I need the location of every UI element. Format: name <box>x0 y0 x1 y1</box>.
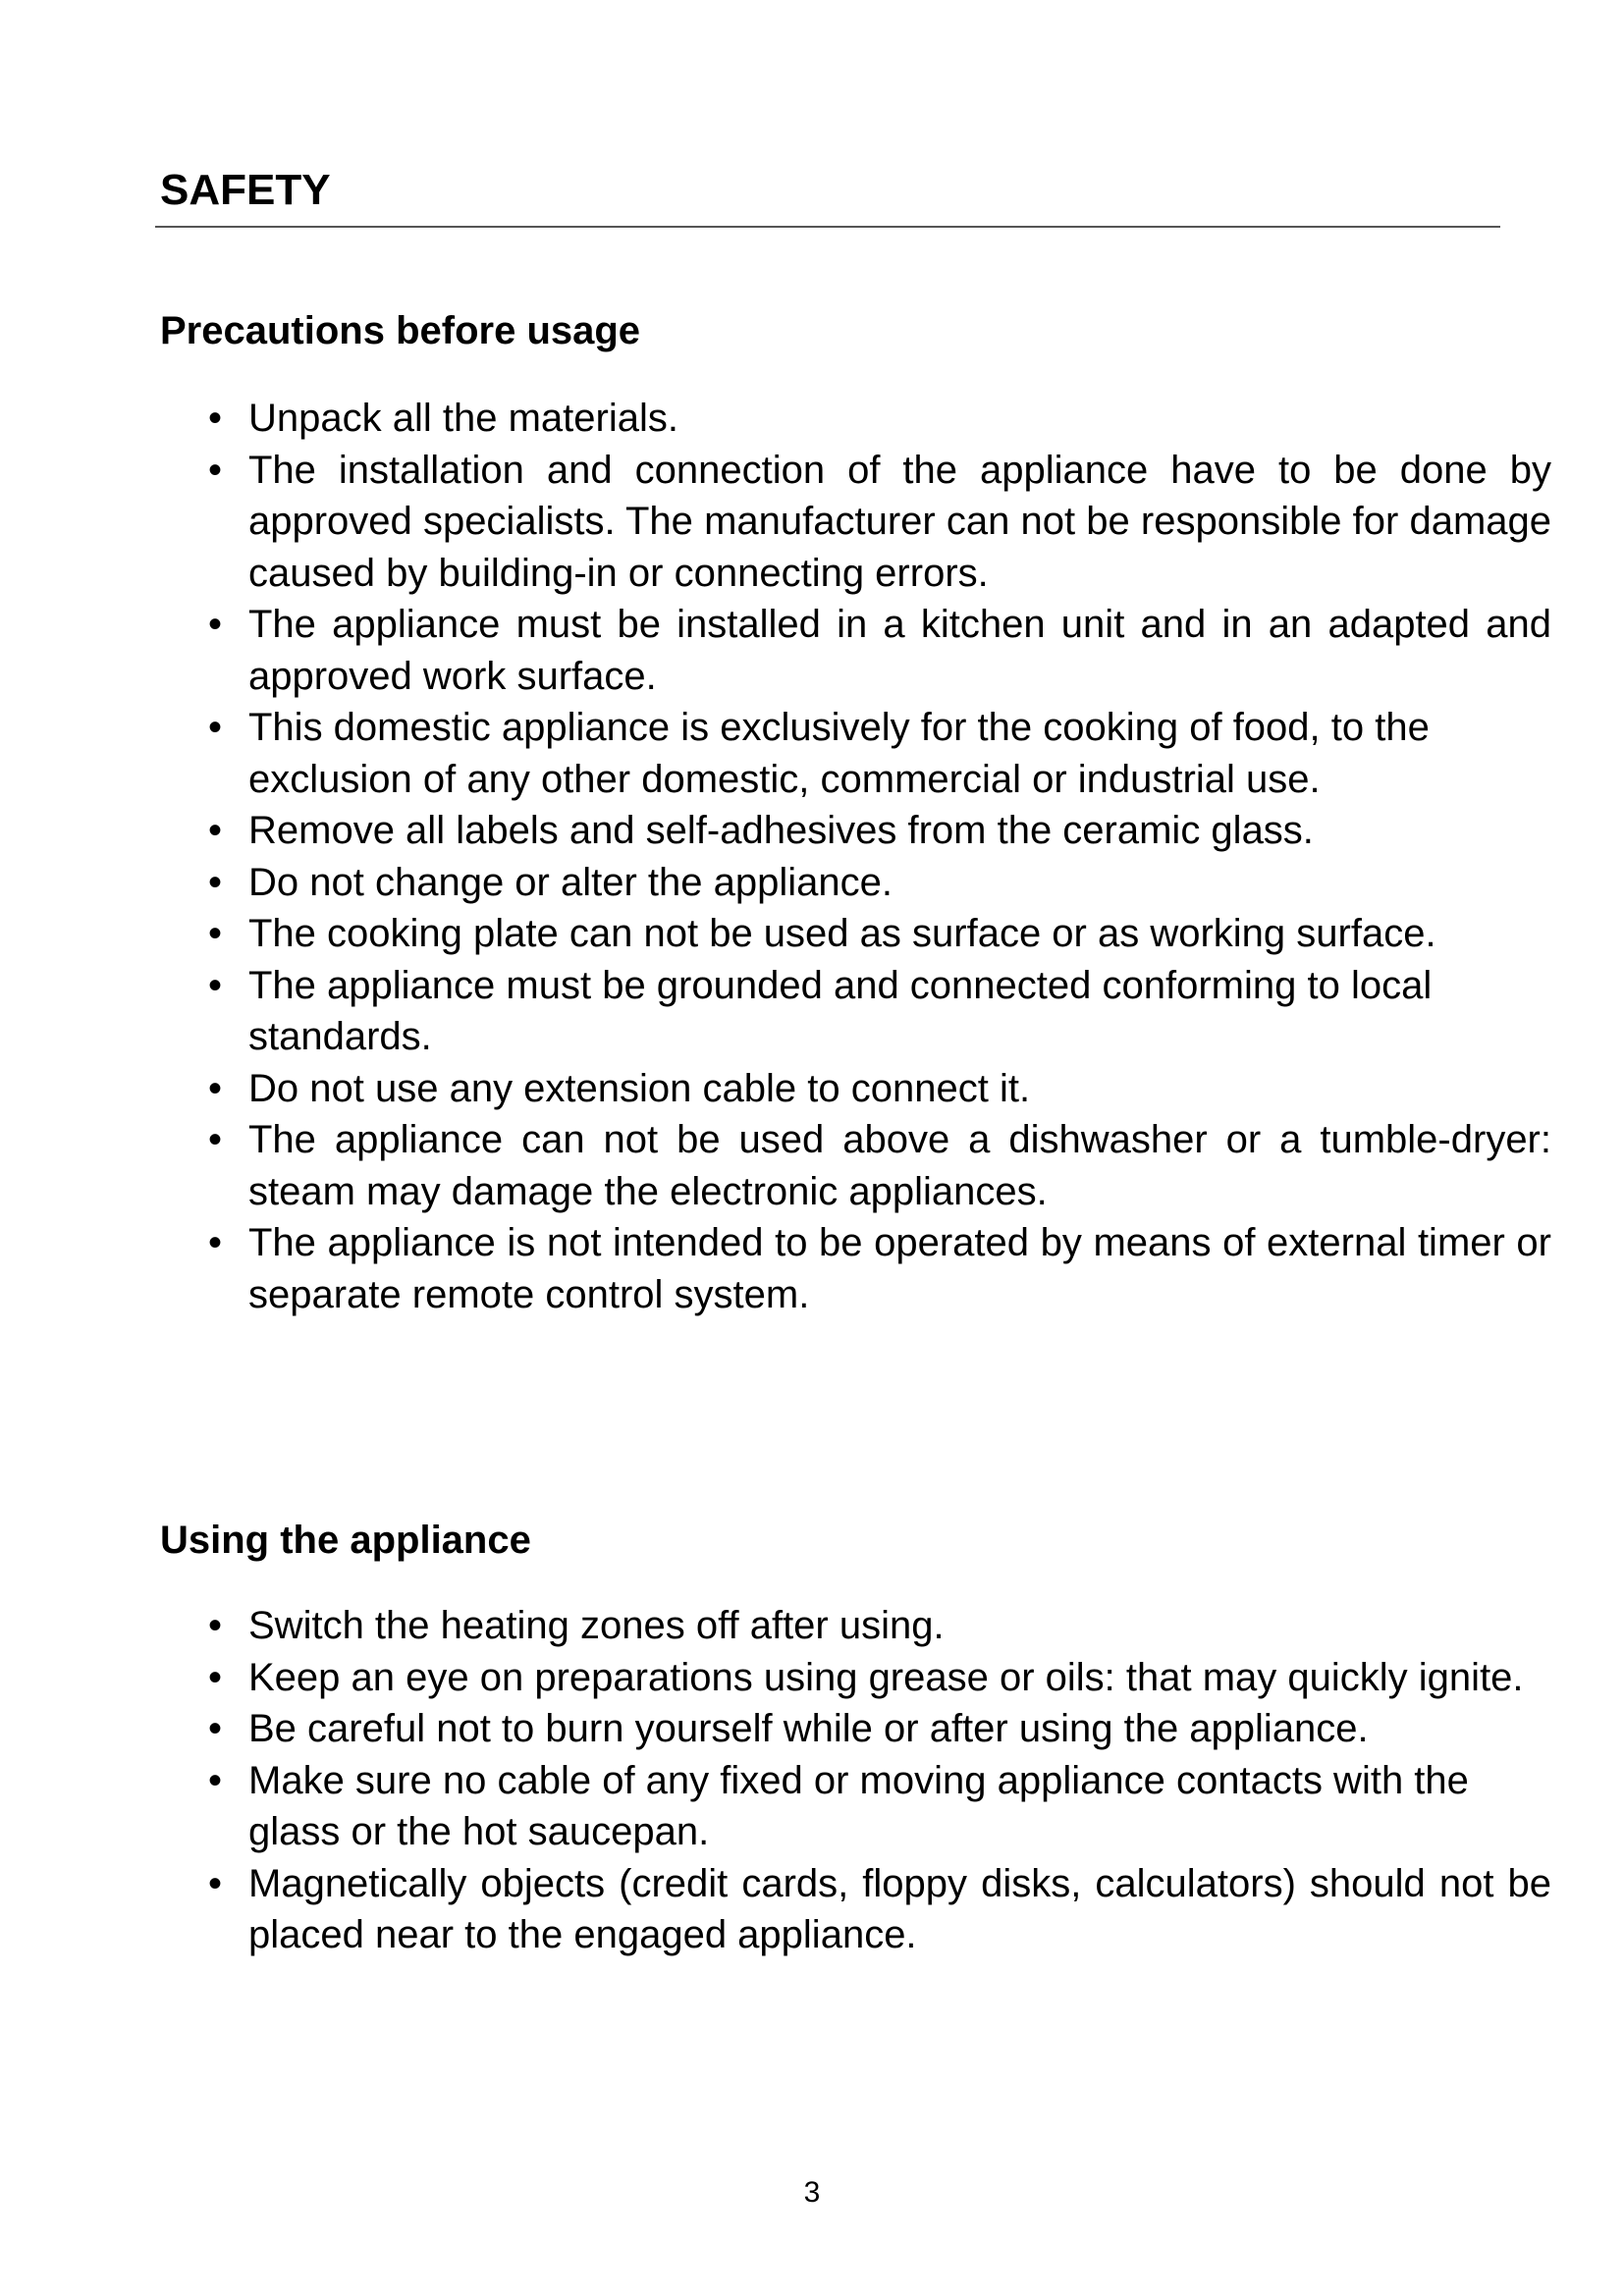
bullet-icon: • <box>208 1604 223 1647</box>
bullet-icon: • <box>208 963 223 1007</box>
list-item-text: Magnetically objects (credit cards, floppy disks, calculators) should not be placed near to the engaged appliance. <box>248 1861 1551 1956</box>
list-item-text: Do not use any extension cable to connect it. <box>248 1066 1031 1110</box>
list-item <box>196 1217 1551 1320</box>
list-item <box>196 908 1551 960</box>
list-item <box>196 805 1551 857</box>
list-item <box>196 960 1551 1063</box>
list-item-text: Be careful not to burn yourself while or after using the appliance. <box>248 1707 1369 1750</box>
bullet-icon: • <box>208 603 223 646</box>
list-item <box>196 393 1551 445</box>
list-item-text: Make sure no cable of any fixed or moving appliance contacts with the glass or the hot saucepan. <box>248 1758 1469 1853</box>
list-item <box>196 599 1551 702</box>
list-item <box>196 1600 1551 1652</box>
bullet-icon: • <box>208 1221 223 1264</box>
list-item-text: This domestic appliance is exclusively for the cooking of food, to the exclusion of any other domestic, commercial or industrial use. <box>248 706 1430 801</box>
list-item <box>196 1703 1551 1755</box>
page-title: SAFETY <box>160 166 331 214</box>
bullet-icon: • <box>208 809 223 852</box>
list-item-text: The appliance can not be used above a dishwasher or a tumble-dryer: steam may damage the electronic appliances. <box>248 1118 1551 1213</box>
bullet-icon: • <box>208 1707 223 1750</box>
list-item <box>196 1755 1551 1858</box>
list-item-text: Do not change or alter the appliance. <box>248 860 893 904</box>
title-divider <box>155 226 1500 228</box>
list-item <box>196 1858 1551 1961</box>
list-item-text: The installation and connection of the appliance have to be done by approved specialists. The manufacturer can not be responsible for damage caused by building-in or connecting errors. <box>248 448 1551 595</box>
list-item-text: Unpack all the materials. <box>248 397 678 440</box>
bullet-icon: • <box>208 706 223 749</box>
page-number: 3 <box>803 2176 821 2209</box>
usage-list <box>196 1600 1551 1961</box>
bullet-icon: • <box>208 1118 223 1161</box>
list-item-text: The appliance must be grounded and connected conforming to local standards. <box>248 963 1433 1058</box>
list-item <box>196 445 1551 600</box>
list-item <box>196 1114 1551 1217</box>
section-heading-precautions: Precautions before usage <box>160 309 641 352</box>
list-item-text: Switch the heating zones off after using. <box>248 1604 945 1647</box>
bullet-icon: • <box>208 1655 223 1699</box>
section-heading-using-appliance: Using the appliance <box>160 1519 531 1562</box>
list-item-text: The cooking plate can not be used as surface or as working surface. <box>248 912 1436 955</box>
bullet-icon: • <box>208 397 223 440</box>
list-item-text: The appliance must be installed in a kitchen unit and in an adapted and approved work surface. <box>248 603 1551 698</box>
precautions-list <box>196 393 1551 1320</box>
list-item <box>196 857 1551 909</box>
list-item-text: The appliance is not intended to be operated by means of external timer or separate remote control system. <box>248 1221 1551 1316</box>
bullet-icon: • <box>208 448 223 492</box>
list-item <box>196 1063 1551 1115</box>
bullet-icon: • <box>208 1066 223 1110</box>
list-item <box>196 702 1551 805</box>
bullet-icon: • <box>208 912 223 955</box>
bullet-icon: • <box>208 1758 223 1802</box>
bullet-icon: • <box>208 1861 223 1905</box>
bullet-icon: • <box>208 860 223 904</box>
list-item <box>196 1652 1551 1704</box>
list-item-text: Remove all labels and self-adhesives from the ceramic glass. <box>248 809 1314 852</box>
list-item-text: Keep an eye on preparations using grease or oils: that may quickly ignite. <box>248 1655 1524 1699</box>
